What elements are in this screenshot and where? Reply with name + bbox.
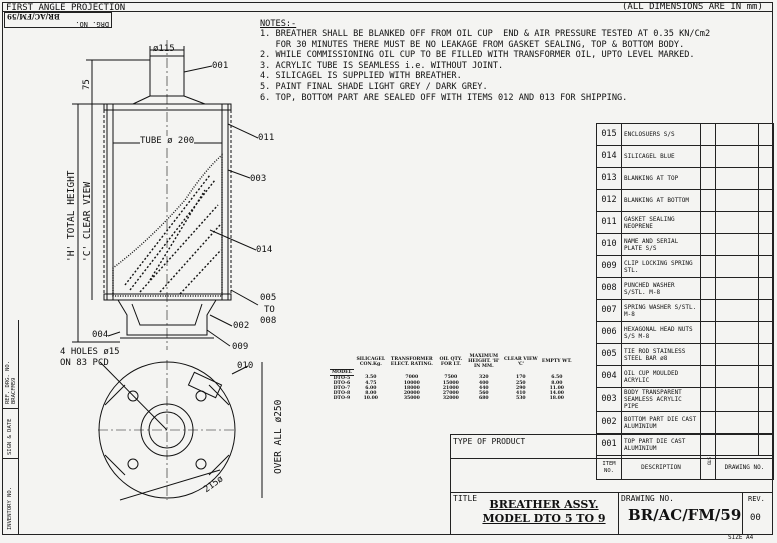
table-cell: 14.00 (549, 390, 564, 396)
table-cell: DTO-9 (333, 395, 351, 401)
bom-item-no: 006 (597, 322, 622, 344)
pcd-label: ON 83 PCD (60, 358, 109, 368)
bom-row (597, 212, 774, 234)
drawing-number: BR/AC/FM/59 (628, 506, 742, 524)
bom-item-no: 001 (597, 434, 622, 456)
balloon-009: 009 (232, 342, 249, 352)
table-cell: 250 (516, 380, 526, 386)
bom-row (597, 234, 774, 256)
balloon-001: 001 (212, 61, 229, 71)
table-cell: 32000 (442, 395, 459, 401)
bom-row (597, 146, 774, 168)
bom-item-no: 008 (597, 278, 622, 300)
table-cell: DTO-7 (333, 385, 351, 391)
table-cell: 440 (479, 385, 489, 391)
title-block-divider (742, 492, 743, 535)
bom-row (597, 168, 774, 190)
dia-top-label: ø115 (153, 44, 175, 54)
table-cell: 8.00 (551, 380, 563, 386)
title-block-divider (618, 492, 619, 535)
table-cell: 3.50 (365, 375, 377, 381)
balloon-008: 008 (260, 316, 277, 326)
table-cell: DTO-5 (333, 375, 351, 381)
table-cell: 410 (516, 390, 526, 396)
bom-description: SPRING WASHER S/STL. M-8 (622, 300, 701, 322)
top-flange (133, 96, 205, 104)
table-row (330, 396, 574, 401)
note-line: 1. BREATHER SHALL BE BLANKED OFF FROM OIL CUP END & AIR PRESSURE TESTED AT 0.35 KN/Cm2 (260, 29, 711, 39)
table-cell: 680 (479, 395, 489, 401)
bom-description: HEXAGONAL HEAD NUTS S/S M-8 (622, 322, 701, 344)
balloon-014: 014 (256, 245, 273, 255)
bom-item-no: 007 (597, 300, 622, 322)
bom-item-no: 012 (597, 190, 622, 212)
bom-description: TIE ROD STAINLESS STEEL BAR ø8 (622, 344, 701, 366)
bom-row (597, 124, 774, 146)
top-cap (104, 104, 231, 110)
note-line: 6. TOP, BOTTOM PART ARE SEALED OFF WITH ITEMS 012 AND 013 FOR SHIPPING. (260, 92, 628, 103)
table-cell: 15000 (442, 380, 459, 386)
notes-title: NOTES:- (260, 19, 297, 29)
balloon-003: 003 (250, 174, 267, 184)
bom-item-no: 009 (597, 256, 622, 278)
title-line-2: MODEL DTO 5 TO 9 (482, 512, 606, 525)
bom-description: BODY TRANSPARENT SEAMLESS ACRYLIC PIPE (622, 388, 701, 412)
bottom-cap (104, 294, 231, 300)
dimensions-note: (ALL DIMENSIONS ARE IN mm) (622, 2, 763, 12)
model-label: MODEL (332, 369, 352, 375)
header-cell: SILICAGEL CON.Kg. (356, 356, 386, 367)
table-cell: 10.00 (363, 395, 378, 401)
ref-drg-value: BRACFM59 (11, 377, 17, 404)
bom-description: BOTTOM PART DIE CAST ALUMINIUM (622, 412, 701, 434)
bom-description: OIL CUP MOULDED ACRYLIC (622, 366, 701, 388)
table-cell: 21000 (442, 385, 459, 391)
bom-footer-std: STD (701, 456, 716, 480)
note-line: 3. ACRYLIC TUBE IS SEAMLESS i.e. WITHOUT JOINT. (260, 60, 504, 71)
bom-row (597, 344, 774, 366)
tube-label: TUBE ø 200 (140, 136, 195, 146)
note-line: 2. WHILE COMMISSIONING OIL CUP TO BE FILLED WITH TRANSFORMER OIL, UPTO LEVEL MARKED. (260, 50, 695, 61)
table-cell: 400 (479, 380, 489, 386)
projection-label: FIRST ANGLE PROJECTION (6, 3, 126, 13)
overall-dia-label: OVER ALL ø250 (273, 399, 284, 474)
bom-description: BLANKING AT TOP (622, 168, 701, 190)
bom-item-no: 005 (597, 344, 622, 366)
type-of-product-label: TYPE OF PRODUCT (453, 437, 526, 446)
rev-value: 00 (750, 513, 761, 523)
table-cell: 530 (516, 395, 526, 401)
stamp-number: BR/AC/FM/59 (7, 12, 60, 21)
bom-footer-drawing: DRAWING NO. (716, 456, 774, 480)
table-cell: 11.00 (549, 385, 564, 391)
table-cell: 320 (479, 375, 489, 381)
note-line: FOR 30 MINUTES THERE MUST BE NO LEAKAGE FROM GASKET SEALING, TOP & BOTTOM BODY. (260, 39, 685, 50)
bom-item-no: 010 (597, 234, 622, 256)
bom-description: PUNCHED WASHER S/STL. M-8 (622, 278, 701, 300)
header-cell: CLEAR VIEW 'C' (503, 356, 538, 367)
bom-item-no: 003 (597, 388, 622, 412)
bom-item-no: 004 (597, 366, 622, 388)
bom-item-no: 015 (597, 124, 622, 146)
balloon-010: 010 (237, 361, 254, 371)
bom-footer-description: DESCRIPTION (622, 456, 701, 480)
ref-drg-label: REF. DRG. NO. (5, 360, 11, 404)
bom-row (597, 190, 774, 212)
header-cell: MAXIMUM HEIGHT. 'H' IN MM. (468, 354, 500, 369)
dim-75-label: 75 (82, 79, 92, 90)
table-cell: 10000 (403, 380, 420, 386)
bom-row (597, 366, 774, 388)
table-header-row (330, 354, 574, 369)
table-cell: 4.75 (365, 380, 377, 386)
bom-row (597, 322, 774, 344)
acrylic-body (107, 104, 228, 300)
balloon-002: 002 (233, 321, 250, 331)
table-cell: 560 (479, 390, 489, 396)
sign-date-label: SIGN & DATE (7, 418, 13, 455)
bom-description: GASKET SEALING NEOPRENE (622, 212, 701, 234)
table-cell: 35000 (403, 395, 420, 401)
bom-item-no: 002 (597, 412, 622, 434)
bom-description: CLIP LOCKING SPRING STL. (622, 256, 701, 278)
total-height-label: 'H' TOTAL HEIGHT (66, 170, 77, 262)
clear-view-label: 'C' CLEAR VIEW (82, 181, 93, 262)
holes-label: 4 HOLES ø15 (60, 347, 120, 357)
table-cell: DTO-8 (333, 390, 351, 396)
bom-row (597, 412, 774, 434)
title-line-1: BREATHER ASSY. (489, 498, 599, 511)
bill-of-materials (596, 123, 774, 480)
table-cell: 6.00 (365, 385, 377, 391)
table-cell: 6.50 (551, 375, 563, 381)
title-block-divider (450, 458, 773, 459)
sheet-size: SIZE A4 (728, 534, 754, 541)
table-cell: 8.00 (365, 390, 377, 396)
header-cell: EMPTY WT. (541, 359, 572, 364)
bom-item-no: 011 (597, 212, 622, 234)
mount-hole (128, 459, 138, 469)
balloon-011: 011 (258, 133, 275, 143)
bom-footer-item: ITEM NO. (597, 456, 622, 480)
bom-row (597, 256, 774, 278)
table-cell: 170 (516, 375, 526, 381)
header-cell: OIL QTY. FOR LT. (439, 356, 463, 367)
table-cell: 27000 (442, 390, 459, 396)
table-cell: DTO-6 (333, 380, 351, 386)
inventory-label: INVENTORY NO. (7, 486, 13, 530)
bom-description: ENCLOSUERS S/S (622, 124, 701, 146)
model-data-table (330, 354, 574, 401)
bom-description: TOP PART DIE CAST ALUMINIUM (622, 434, 701, 456)
bom-row (597, 300, 774, 322)
rev-label: REV. (748, 495, 765, 503)
bom-item-no: 014 (597, 146, 622, 168)
table-cell: 20000 (403, 390, 420, 396)
table-cell: 7000 (405, 375, 419, 381)
stamp-top-label: DRG. NO. (75, 20, 109, 28)
bom-description: BLANKING AT BOTTOM (622, 190, 701, 212)
bom-description: NAME AND SERIAL PLATE S/S (622, 234, 701, 256)
title-label: TITLE (453, 494, 478, 503)
bom-row (597, 278, 774, 300)
table-cell: 18000 (403, 385, 420, 391)
silicagel-fill (113, 155, 222, 296)
balloon-005: 005 (260, 293, 277, 303)
balloon-to: TO (264, 305, 275, 315)
dim-215-label: 215ø (202, 474, 226, 496)
table-cell: 290 (516, 385, 526, 391)
note-line: 5. PAINT FINAL SHADE LIGHT GREY / DARK GREY. (260, 81, 488, 92)
table-cell: 18.00 (549, 395, 564, 401)
bom-item-no: 013 (597, 168, 622, 190)
header-cell: TRANSFORMER ELECT. RATING. (390, 356, 433, 367)
mount-hole (196, 459, 206, 469)
title-block-divider (450, 492, 773, 493)
table-cell: 7500 (444, 375, 458, 381)
bom-description: SILICAGEL BLUE (622, 146, 701, 168)
bom-row (597, 388, 774, 412)
note-line: 4. SILICAGEL IS SUPPLIED WITH BREATHER. (260, 71, 462, 82)
drawing-no-label: DRAWING NO. (621, 494, 674, 503)
balloon-004: 004 (92, 330, 109, 340)
